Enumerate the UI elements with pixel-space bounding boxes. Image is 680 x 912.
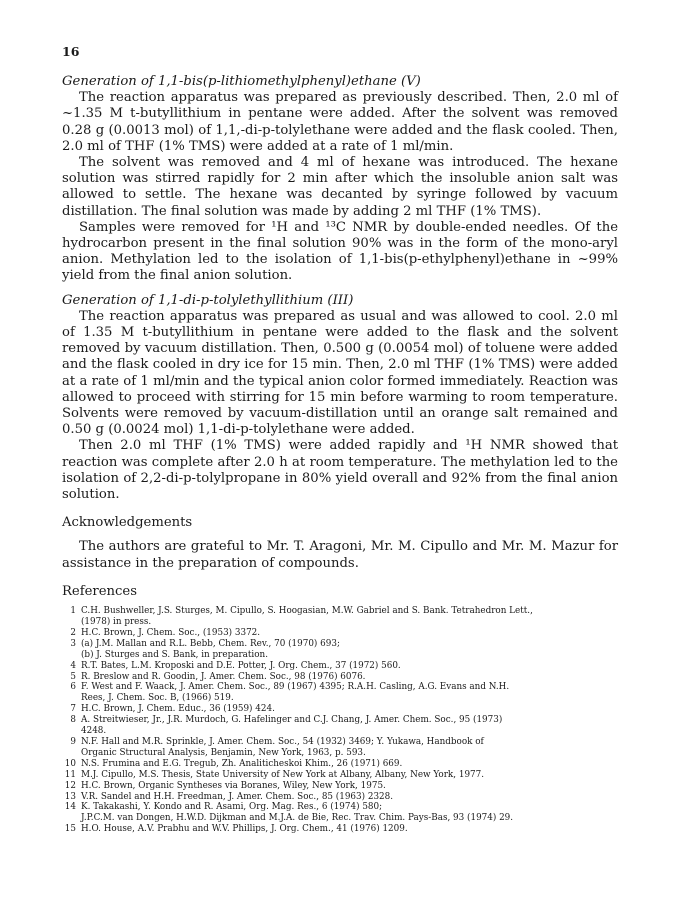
reference-line: Rees, J. Chem. Soc. B, (1966) 519. — [81, 693, 234, 704]
reference-number: 14 — [64, 802, 76, 813]
reference-item — [62, 628, 618, 639]
reference-line: N.F. Hall and M.R. Sprinkle, J. Amer. Chem. Soc., 54 (1932) 3469; Y. Yukawa, Handbook of — [81, 736, 484, 747]
page-number: 16 — [62, 44, 80, 59]
reference-line: R.T. Bates, L.M. Kroposki and D.E. Potter, J. Org. Chem., 37 (1972) 560. — [81, 660, 401, 671]
spacer — [62, 285, 618, 293]
reference-item — [62, 672, 618, 683]
reference-line: M.J. Cipullo, M.S. Thesis, State University of New York at Albany, Albany, New York, 1977. — [81, 769, 485, 780]
reference-line: (a) J.M. Mallan and R.L. Bebb, Chem. Rev., 70 (1970) 693; — [81, 638, 340, 649]
paragraph: The solvent was removed and 4 ml of hexane was introduced. The hexane solution was stirred rapidly for 2 min after which the insoluble anion salt was allowed to settle. The hexane was decanted by syringe followed by vacuum distillation. The final solution was made by adding 2 ml THF (1% TMS). — [62, 155, 618, 219]
reference-line: N.S. Frumina and E.G. Tregub, Zh. Analiticheskoi Khim., 26 (1971) 669. — [81, 758, 403, 769]
reference-line: H.O. House, A.V. Prabhu and W.V. Phillips, J. Org. Chem., 41 (1976) 1209. — [81, 824, 408, 835]
reference-item — [62, 792, 618, 803]
reference-number: 11 — [64, 769, 76, 780]
reference-item — [62, 824, 618, 835]
reference-line: A. Streitwieser, Jr., J.R. Murdoch, G. Hafelinger and C.J. Chang, J. Amer. Chem. Soc., 95 (1973) — [81, 715, 503, 726]
reference-number: 13 — [64, 791, 76, 802]
reference-number: 7 — [70, 704, 76, 715]
reference-number: 12 — [64, 780, 76, 791]
acknowledgements-text: The authors are grateful to Mr. T. Aragoni, Mr. M. Cipullo and Mr. M. Mazur for assistance in the preparation of compounds. — [62, 539, 618, 571]
reference-number: 15 — [64, 824, 76, 835]
reference-line: Organic Structural Analysis, Benjamin, New York, 1963, p. 593. — [81, 747, 366, 758]
reference-number: 10 — [64, 758, 76, 769]
reference-item — [62, 737, 618, 759]
paragraph: The reaction apparatus was prepared as usual and was allowed to cool. 2.0 ml of 1.35 M t-butyllithium in pentane were added to the flask and the solvent removed by vacuum distillation. Then, 0.500 g (0.0054 mol) of toluene were added and the flask cooled in dry ice for 15 min. Then, 2.0 ml THF (1% TMS) were added at a rate of 1 ml/min and the typical anion color formed immediately. Reaction was allowed to proceed with stirring for 15 min before warming to room temperature. Solvents were removed by vacuum-distillation until an orange salt remained and 0.50 g (0.0024 mol) 1,1-di-p-tolylethane were added. — [62, 308, 618, 438]
spacer — [62, 503, 618, 515]
reference-item — [62, 639, 618, 661]
reference-line: 4248. — [81, 726, 107, 737]
reference-line: H.C. Brown, J. Chem. Soc., (1953) 3372. — [81, 627, 261, 638]
reference-line: V.R. Sandel and H.H. Freedman, J. Amer. Chem. Soc., 85 (1963) 2328. — [81, 791, 394, 802]
reference-line: K. Takakashi, Y. Kondo and R. Asami, Org. Mag. Res., 6 (1974) 580; — [81, 802, 383, 813]
reference-item — [62, 781, 618, 792]
document-body — [62, 74, 618, 835]
paragraph: Samples were removed for ¹H and ¹³C NMR by double-ended needles. Of the hydrocarbon present in the final solution 90% was in the form of the mono-aryl anion. Methylation led to the isolation of 1,1-bis(p-ethylphenyl)ethane in ~99% yield from the final anion solution. — [62, 219, 618, 284]
spacer — [62, 531, 618, 539]
reference-line: R. Breslow and R. Goodin, J. Amer. Chem. Soc., 98 (1976) 6076. — [81, 671, 366, 682]
reference-number: 2 — [70, 627, 76, 638]
paragraph: Then 2.0 ml THF (1% TMS) were added rapidly and ¹H NMR showed that reaction was complete after 2.0 h at room temperature. The methylation led to the isolation of 2,2-di-p-tolylpropane in 80% yield overall and 92% from the final anion solution. — [62, 438, 618, 503]
reference-item — [62, 682, 618, 704]
spacer — [62, 572, 618, 584]
reference-line: (b) J. Sturges and S. Bank, in preparation. — [81, 649, 268, 660]
reference-line: (1978) in press. — [81, 617, 152, 627]
references-heading: References — [62, 583, 137, 599]
reference-item — [62, 770, 618, 781]
reference-number: 1 — [70, 606, 76, 617]
reference-item — [62, 704, 618, 715]
reference-line: J.P.C.M. van Dongen, H.W.D. Dijkman and M.J.A. de Bie, Rec. Trav. Chim. Pays-Bas, 93 (1974) 29. — [81, 813, 514, 824]
reference-item — [62, 802, 618, 824]
reference-line: C.H. Bushweller, J.S. Sturges, M. Cipullo, S. Hoogasian, M.W. Gabriel and S. Bank. Tetrahedron Lett., — [81, 606, 533, 617]
reference-item — [62, 715, 618, 737]
reference-number: 3 — [70, 638, 76, 649]
section-heading-ditolylethyllithium: Generation of 1,1-di-p-tolylethyllithium (III) — [62, 292, 354, 308]
reference-line: F. West and F. Waack, J. Amer. Chem. Soc., 89 (1967) 4395; R.A.H. Casling, A.G. Evans and N.H. — [81, 682, 510, 693]
section-heading-bis-lithio: Generation of 1,1-bis(p-lithiomethylphenyl)ethane (V) — [62, 74, 421, 89]
reference-number: 5 — [70, 671, 76, 682]
reference-number: 8 — [70, 715, 76, 726]
reference-item — [62, 759, 618, 770]
references-list — [62, 606, 618, 835]
reference-number: 6 — [70, 682, 76, 693]
reference-number: 9 — [70, 736, 76, 747]
reference-line: H.C. Brown, Organic Syntheses via Boranes, Wiley, New York, 1975. — [81, 780, 386, 791]
reference-line: H.C. Brown, J. Chem. Educ., 36 (1959) 424. — [81, 704, 275, 715]
reference-number: 4 — [70, 660, 76, 671]
reference-item — [62, 606, 618, 628]
paragraph: The reaction apparatus was prepared as previously described. Then, 2.0 ml of ~1.35 M t-butyllithium in pentane were added. After the solvent was removed 0.28 g (0.0013 mol) of 1,1,-di-p-tolylethane were added and the flask cooled. Then, 2.0 ml of THF (1% TMS) were added at a rate of 1 ml/min. — [62, 90, 618, 154]
acknowledgements-heading: Acknowledgements — [62, 515, 193, 531]
reference-item — [62, 661, 618, 672]
